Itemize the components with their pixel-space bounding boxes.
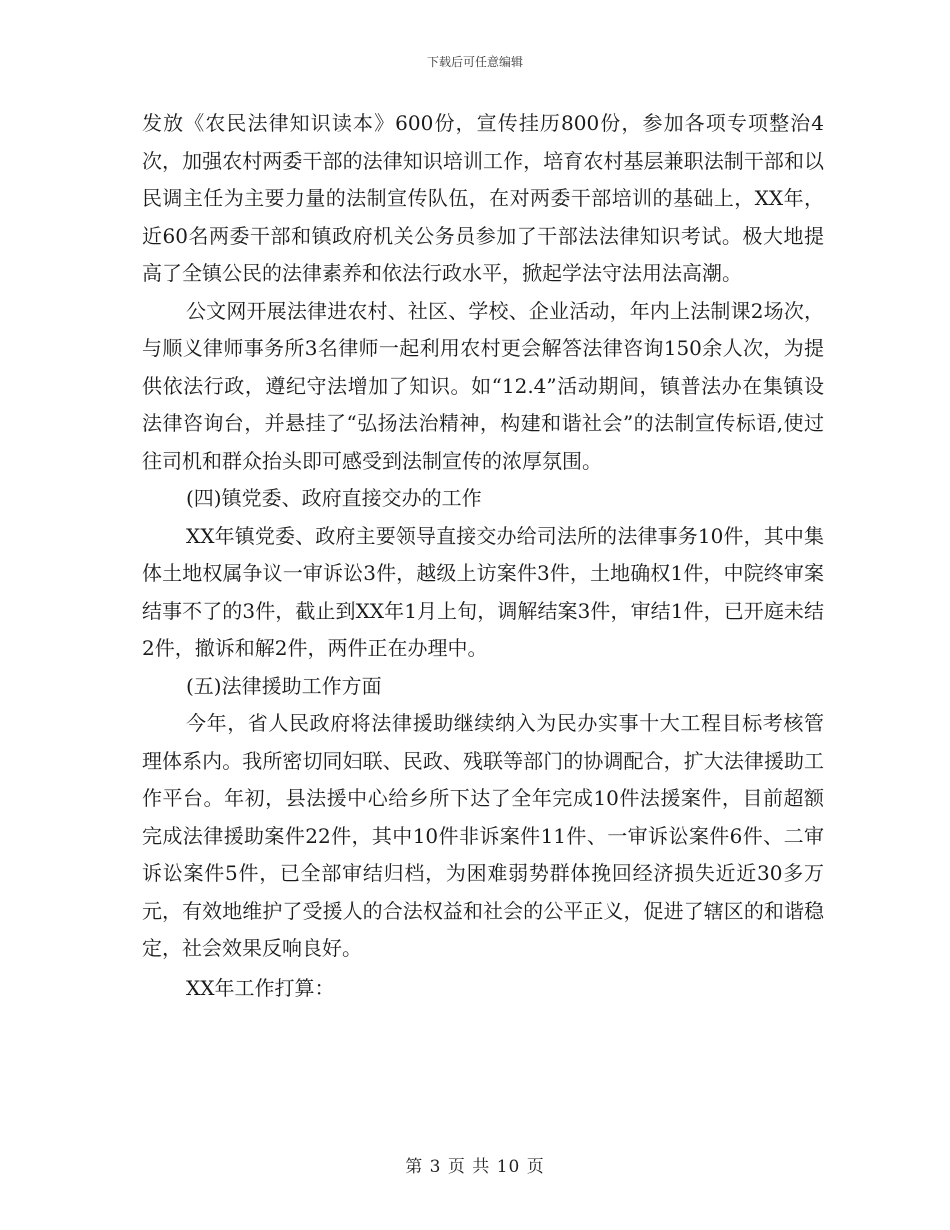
section-heading-five: (五)法律援助工作方面	[186, 673, 382, 698]
document-body	[142, 105, 824, 1007]
paragraph-leaflet-distribution: 发放《农民法律知识读本》600份，宣传挂历800份，参加各项专项整治4次，加强农村两委干部的法律知识培训工作，培育农村基层兼职法制干部和以民调主任为主要力量的法制宣传队伍，在对两委干部培训的基础上，XX年，近60名两委干部和镇政府机关公务员参加了干部法法律知识考试。极大地提高了全镇公民的法律素养和依法行政水平，掀起学法守法用法高潮。	[142, 111, 824, 285]
page-header: 下载后可任意编辑	[426, 55, 523, 69]
section-heading-four: (四)镇党委、政府直接交办的工作	[186, 486, 482, 510]
paragraph-legal-outreach: 公文网开展法律进农村、社区、学校、企业活动，年内上法制课2场次，与顺义律师事务所3名律师一起利用农村更会解答法律咨询150余人次，为提供依法行政，遵纪守法增加了知识。如“12.4”活动期间，镇普法办在集镇设法律咨询台，并悬挂了“弘扬法治精神，构建和谐社会”的法制宣传标语,使过往司机和群众抬头即可感受到法制宣传的浓厚氛围。	[142, 298, 824, 473]
paragraph-work-plan-heading: XX年工作打算：	[186, 975, 335, 1000]
paragraph-assigned-cases: XX年镇党委、政府主要领导直接交办给司法所的法律事务10件，其中集体土地权属争议一审诉讼3件，越级上访案件3件，土地确权1件，中院终审案结事不了的3件，截止到XX年1月上旬，调解结案3件，审结1件，已开庭未结2件，撤诉和解2件，两件正在办理中。	[142, 523, 824, 660]
paragraph-legal-aid: 今年，省人民政府将法律援助继续纳入为民办实事十大工程目标考核管理体系内。我所密切同妇联、民政、残联等部门的协调配合，扩大法律援助工作平台。年初，县法援中心给乡所下达了全年完成10件法援案件，目前超额完成法律援助案件22件，其中10件非诉案件11件、一审诉讼案件6件、二审诉讼案件5件，已全部审结归档，为困难弱势群体挽回经济损失近近30多万元，有效地维护了受援人的合法权益和社会的公平正义，促进了辖区的和谐稳定，社会效果反响良好。	[142, 711, 824, 960]
page-footer-page-number: 第 3 页 共 10 页	[405, 1157, 545, 1177]
